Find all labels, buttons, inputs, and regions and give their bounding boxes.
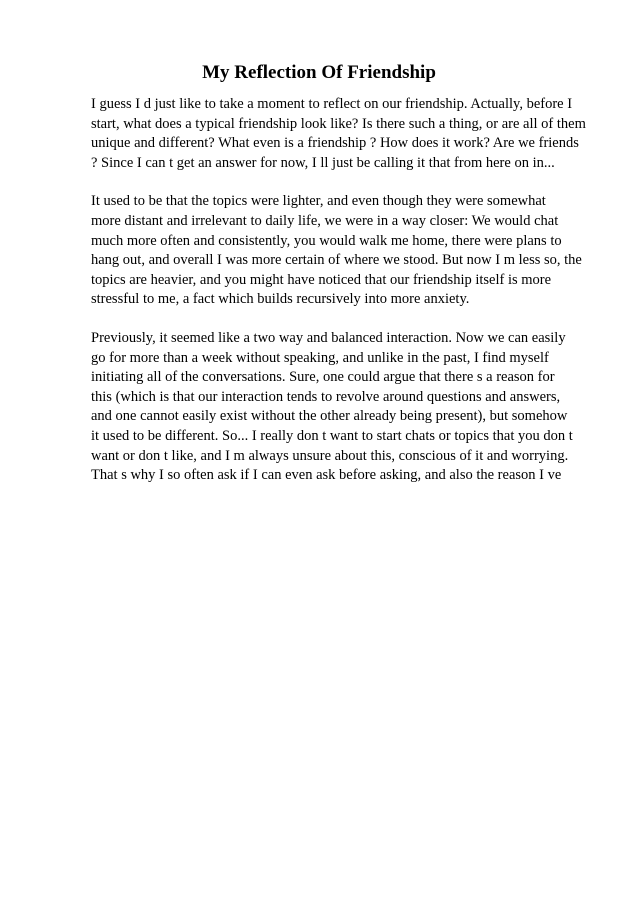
text-line: I guess I d just like to take a moment to reflect on our friendship. Actually, before I — [91, 96, 573, 112]
paragraph-3 — [91, 329, 591, 486]
text-line: It used to be that the topics were lighter, and even though they were somewhat — [91, 193, 546, 210]
text-line: ? Since I can t get an answer for now, I ll just be calling it that from here on in... — [91, 154, 555, 171]
text-line: much more often and consistently, you would walk me home, there were plans to — [91, 232, 562, 249]
text-line: and one cannot easily exist without the other already being present), but somehow — [91, 408, 568, 425]
text-line: Previously, it seemed like a two way and balanced interaction. Now we can easily — [91, 329, 566, 346]
document-title: My Reflection Of Friendship — [202, 62, 436, 83]
text-line: go for more than a week without speaking, and unlike in the past, I find myself — [91, 349, 549, 366]
text-line: hang out, and overall I was more certain of where we stood. But now I m less so, the — [91, 252, 582, 269]
document-body — [91, 95, 591, 505]
text-line: topics are heavier, and you might have noticed that our friendship itself is more — [91, 271, 552, 288]
text-line: unique and different? What even is a friendship ? How does it work? Are we friends — [91, 135, 579, 152]
text-line: stressful to me, a fact which builds recursively into more anxiety. — [91, 291, 470, 308]
text-line: initiating all of the conversations. Sure, one could argue that there s a reason for — [91, 369, 555, 386]
text-line: want or don t like, and I m always unsure about this, conscious of it and worrying. — [91, 447, 569, 464]
text-line: start, what does a typical friendship look like? Is there such a thing, or are all of them — [91, 115, 586, 132]
text-line: it used to be different. So... I really don t want to start chats or topics that you don t — [91, 427, 573, 444]
paragraph-2 — [91, 192, 591, 310]
text-line: this (which is that our interaction tends to revolve around questions and answers, — [91, 388, 561, 405]
text-line: That s why I so often ask if I can even ask before asking, and also the reason I ve — [91, 467, 562, 484]
text-line: more distant and irrelevant to daily life, we were in a way closer: We would chat — [91, 212, 559, 229]
paragraph-1 — [91, 95, 591, 173]
